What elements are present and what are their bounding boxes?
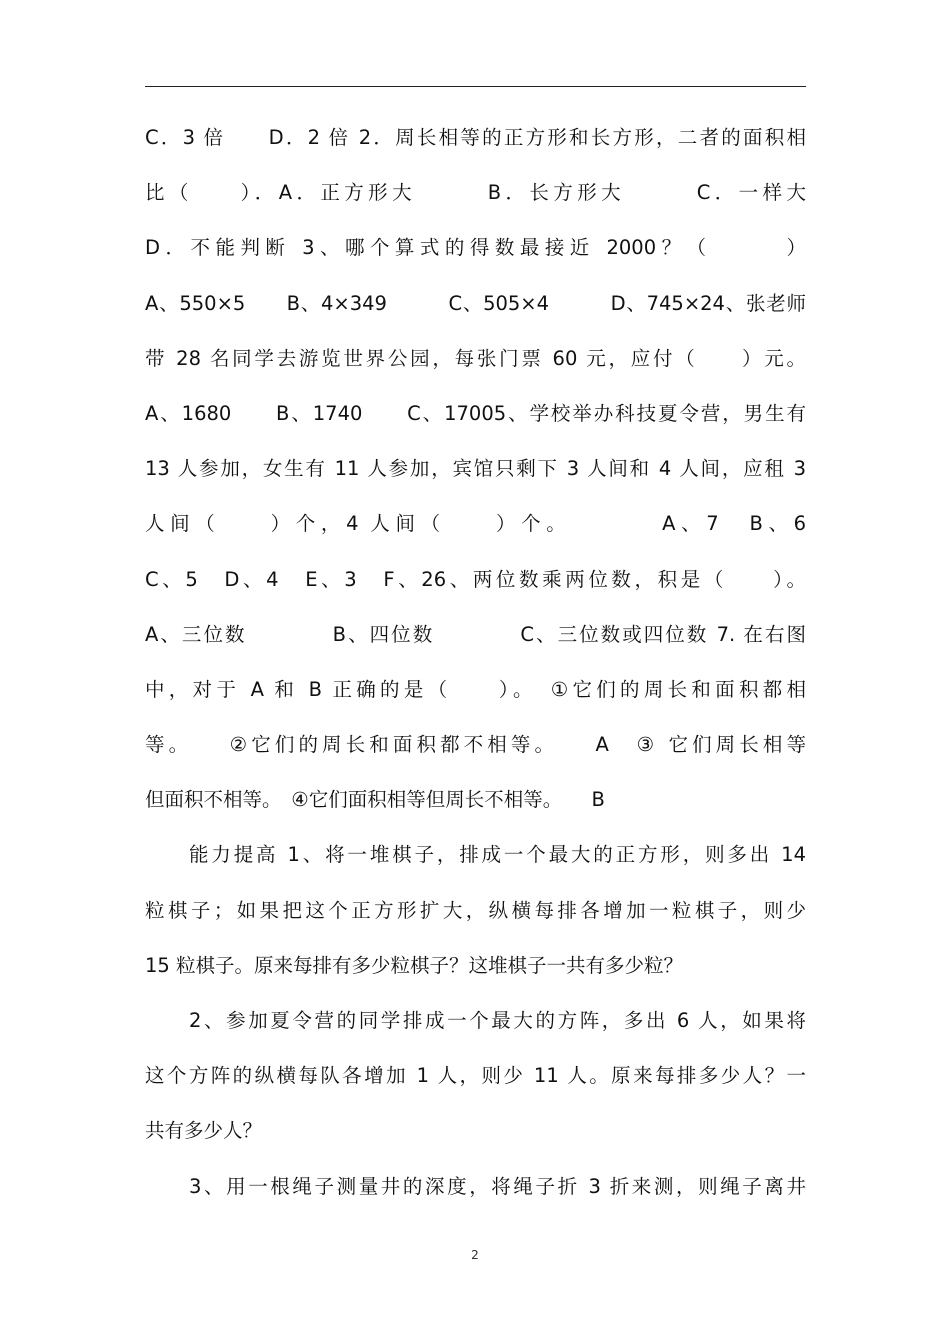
text-line: 2、参加夏令营的同学排成一个最大的方阵，多出 6 人，如果将 [189,1009,806,1032]
text-line: 共有多少人？ [145,1119,263,1143]
text-line: 这个方阵的纵横每队各增加 1 人，则少 11 人。原来每排多少人？一 [145,1064,806,1088]
text-line: 但面积不相等。 ④它们面积相等但周长不相等。 B [145,788,605,812]
text-line: 13 人参加，女生有 11 人参加，宾馆只剩下 3 人间和 4 人间，应租 3 [145,457,806,481]
text-line: A、550×5 B、4×349 C、505×4 D、745×24、张老师 [145,291,806,315]
document-body [145,110,806,1214]
text-line: 比（ ）．A．正方形大 B．长方形大 C．一样大 [145,181,806,205]
text-line: 15 粒棋子。原来每排有多少粒棋子？这堆棋子一共有多少粒？ [145,953,684,977]
text-line: 人间（ ）个，4 人间（ ）个。 A、7 B、6 [145,512,806,536]
text-line: C、5 D、4 E、3 F、26、两位数乘两位数，积是（ ）。 [145,567,806,591]
text-line: 3、用一根绳子测量井的深度，将绳子折 3 折来测，则绳子离井 [189,1174,806,1198]
text-line: 能力提高 1、将一堆棋子，排成一个最大的正方形，则多出 14 [189,843,806,867]
text-line: C．3 倍 D．2 倍 2．周长相等的正方形和长方形，二者的面积相 [145,126,806,149]
text-line: 中，对于 A 和 B 正确的是（ ）。 ①它们的周长和面积都相 [145,677,806,701]
text-line: 粒棋子；如果把这个正方形扩大，纵横每排各增加一粒棋子，则少 [145,898,806,922]
text-line: 等。 ②它们的周长和面积都不相等。 A ③ 它们周长相等 [145,733,806,757]
text-line: D．不能判断 3、哪个算式的得数最接近 2000？（ ） [145,236,806,260]
text-line: 带 28 名同学去游览世界公园，每张门票 60 元，应付（ ）元。 [145,346,806,370]
header-rule [145,86,806,87]
text-line: A、1680 B、1740 C、17005、学校举办科技夏令营，男生有 [145,401,806,425]
page-number: 2 [471,1248,479,1262]
text-line: A、三位数 B、四位数 C、三位数或四位数 7. 在右图 [145,622,806,646]
